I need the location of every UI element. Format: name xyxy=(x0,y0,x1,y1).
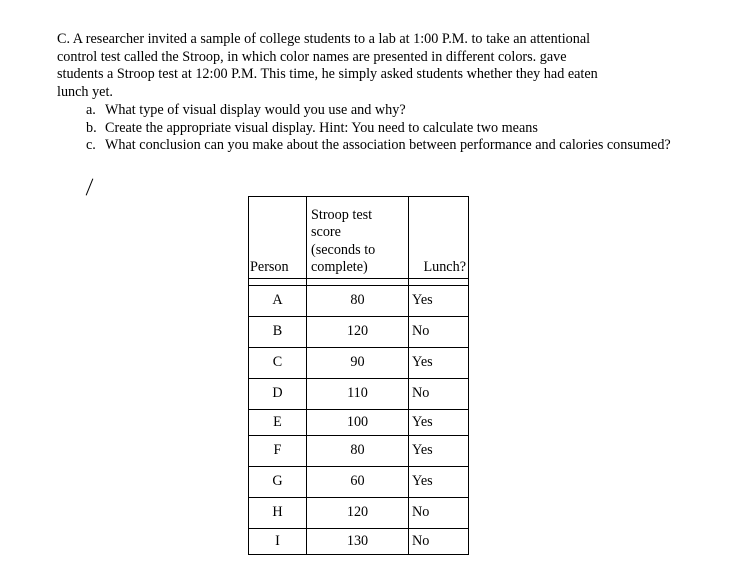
header-lunch: Lunch? xyxy=(409,197,469,279)
header-score-line: Stroop test xyxy=(311,206,373,223)
problem-line: C. A researcher invited a sample of college students to a lab at 1:00 P.M. to take an attentional xyxy=(57,31,591,47)
question-label: c. xyxy=(86,137,96,154)
cell-person: G xyxy=(249,467,307,498)
header-score-line: complete) xyxy=(311,259,368,276)
cell-score: 110 xyxy=(307,379,409,410)
question-b xyxy=(86,120,716,138)
cell-lunch: No xyxy=(409,379,469,410)
table-row xyxy=(249,410,469,436)
question-c xyxy=(86,137,716,155)
cell-score: 90 xyxy=(307,348,409,379)
cell-lunch: Yes xyxy=(409,348,469,379)
text-cursor-mark xyxy=(86,178,94,195)
cell-person: A xyxy=(249,286,307,317)
question-list xyxy=(86,102,716,155)
cell-person: B xyxy=(249,317,307,348)
question-a xyxy=(86,102,716,120)
table-row xyxy=(249,317,469,348)
cell-lunch: Yes xyxy=(409,436,469,467)
header-person: Person xyxy=(249,197,307,279)
table-row xyxy=(249,286,469,317)
cell-person: F xyxy=(249,436,307,467)
question-text: What conclusion can you make about the association between performance and calories consumed? xyxy=(105,137,671,154)
question-text: Create the appropriate visual display. Hint: You need to calculate two means xyxy=(105,119,538,136)
table-row xyxy=(249,529,469,555)
question-label: b. xyxy=(86,119,97,136)
cell-person: H xyxy=(249,498,307,529)
cell-person: D xyxy=(249,379,307,410)
cell-lunch: Yes xyxy=(409,410,469,436)
problem-line: control test called the Stroop, in which color names are presented in different colors. gave xyxy=(57,48,567,65)
cell-score: 80 xyxy=(307,436,409,467)
cell-lunch: Yes xyxy=(409,467,469,498)
table-spacer-row xyxy=(249,279,469,286)
problem-statement xyxy=(57,31,717,101)
cell-person: C xyxy=(249,348,307,379)
cell-score: 120 xyxy=(307,498,409,529)
problem-line: students a Stroop test at 12:00 P.M. This time, he simply asked students whether they had eaten xyxy=(57,66,598,83)
cell-lunch: Yes xyxy=(409,286,469,317)
problem-line: lunch yet. xyxy=(57,83,113,100)
cell-score: 130 xyxy=(307,529,409,555)
header-score-line: (seconds to xyxy=(311,241,376,258)
table-row xyxy=(249,436,469,467)
cell-person: I xyxy=(249,529,307,555)
data-table xyxy=(248,196,469,555)
cell-score: 120 xyxy=(307,317,409,348)
cell-lunch: No xyxy=(409,498,469,529)
header-score-line: score xyxy=(311,224,341,241)
table-header-row xyxy=(249,197,469,279)
cell-lunch: No xyxy=(409,529,469,555)
cell-score: 100 xyxy=(307,410,409,436)
table-row xyxy=(249,348,469,379)
table-row xyxy=(249,467,469,498)
header-score xyxy=(307,197,409,279)
table-row xyxy=(249,498,469,529)
cell-score: 80 xyxy=(307,286,409,317)
cell-person: E xyxy=(249,410,307,436)
cell-lunch: No xyxy=(409,317,469,348)
cell-score: 60 xyxy=(307,467,409,498)
question-text: What type of visual display would you use and why? xyxy=(105,102,406,118)
table-row xyxy=(249,379,469,410)
question-label: a. xyxy=(86,102,96,118)
